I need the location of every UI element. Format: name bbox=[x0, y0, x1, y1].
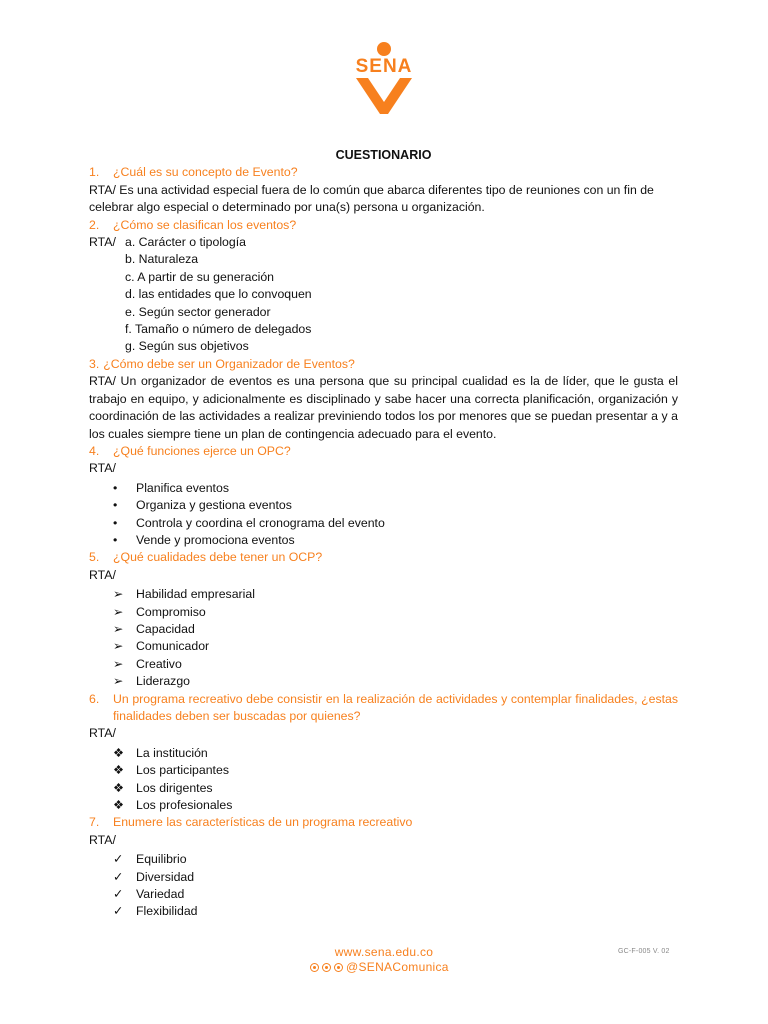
list-item: • Planifica eventos bbox=[89, 480, 678, 497]
list-item: c. A partir de su generación bbox=[125, 269, 275, 284]
document-code: GC-F-005 V. 02 bbox=[618, 948, 670, 955]
footer-url[interactable]: www.sena.edu.co bbox=[334, 945, 434, 959]
list-item: • Organiza y gestiona eventos bbox=[89, 497, 678, 514]
question-text: ¿Cómo se clasifican los eventos? bbox=[113, 217, 297, 232]
question-number: 3. bbox=[89, 356, 100, 371]
arrow-bullet-icon: ➢ bbox=[113, 656, 124, 671]
page-title: CUESTIONARIO bbox=[335, 148, 432, 162]
question-text: Un programa recreativo debe consistir en la realización de actividades y contemplar finalidades, ¿estas finalidades deben ser buscadas por quienes? bbox=[113, 691, 678, 723]
check-bullet-icon: ✓ bbox=[113, 852, 124, 867]
answer-3: RTA/ Un organizador de eventos es una persona que su principal cualidad es la de líder, que le gusta el trabajo en equipo, y adicionalmente es disciplinado y sabe hacer una correcta planificación, organización y coordinación de las actividades a realizar previniendo todos los por menores que se puedan presentar a y a los cuales siempre tiene un plan de contingencia adecuado para el evento. bbox=[89, 374, 678, 441]
footer-social bbox=[310, 960, 449, 974]
rta-label: RTA/ bbox=[89, 726, 116, 741]
answer-7-list bbox=[89, 851, 678, 921]
list-item: ✓ Equilibrio bbox=[89, 851, 678, 868]
list-item: • Controla y coordina el cronograma del evento bbox=[89, 515, 678, 532]
list-item: ➢ Capacidad bbox=[89, 621, 678, 638]
check-bullet-icon: ✓ bbox=[113, 869, 124, 884]
question-text: ¿Qué cualidades debe tener un OCP? bbox=[113, 550, 323, 565]
diamond-bullet-icon: ❖ bbox=[113, 763, 125, 778]
answer-4-list bbox=[89, 480, 678, 550]
check-bullet-icon: ✓ bbox=[113, 904, 124, 919]
answer-1-line-1: RTA/ Es una actividad especial fuera de lo común que abarca diferentes tipo de reuniones con un fin de bbox=[89, 182, 654, 197]
question-1 bbox=[89, 164, 678, 181]
list-item: f. Tamaño o número de delegados bbox=[125, 322, 312, 337]
question-7 bbox=[89, 814, 678, 831]
question-number: 7. bbox=[89, 815, 100, 830]
question-number: 4. bbox=[89, 443, 100, 458]
arrow-bullet-icon: ➢ bbox=[113, 604, 124, 619]
list-item: ➢ Creativo bbox=[89, 656, 678, 673]
arrow-bullet-icon: ➢ bbox=[113, 639, 124, 654]
diamond-bullet-icon: ❖ bbox=[113, 798, 125, 813]
list-item: ❖ La institución bbox=[89, 745, 678, 762]
svg-text:SENA: SENA bbox=[355, 56, 413, 77]
arrow-bullet-icon: ➢ bbox=[113, 621, 124, 636]
list-item: g. Según sus objetivos bbox=[125, 339, 249, 354]
rta-label: RTA/ bbox=[89, 461, 116, 476]
question-number: 1. bbox=[89, 165, 100, 180]
list-item: ➢ Habilidad empresarial bbox=[89, 586, 678, 603]
list-item: ➢ Comunicador bbox=[89, 638, 678, 655]
sena-logo-icon bbox=[347, 42, 421, 114]
list-item: d. las entidades que lo convoquen bbox=[125, 287, 312, 302]
diamond-bullet-icon: ❖ bbox=[113, 745, 125, 760]
answer-6-list bbox=[89, 745, 678, 815]
arrow-bullet-icon: ➢ bbox=[113, 587, 124, 602]
answer-2-first bbox=[89, 234, 678, 251]
list-item: ➢ Liderazgo bbox=[89, 673, 678, 690]
rta-label: RTA/ bbox=[89, 832, 116, 847]
sena-logo bbox=[347, 42, 421, 114]
facebook-icon[interactable] bbox=[322, 963, 331, 972]
bullet-icon: • bbox=[113, 532, 118, 547]
rta-label: RTA/ bbox=[89, 567, 116, 582]
check-bullet-icon: ✓ bbox=[113, 887, 124, 902]
twitter-icon[interactable] bbox=[310, 963, 319, 972]
list-item: b. Naturaleza bbox=[125, 252, 199, 267]
question-2 bbox=[89, 217, 678, 234]
question-text: ¿Qué funciones ejerce un OPC? bbox=[113, 443, 291, 458]
question-number: 2. bbox=[89, 217, 100, 232]
list-item: e. Según sector generador bbox=[125, 304, 271, 319]
question-6 bbox=[89, 691, 678, 726]
list-item: a. Carácter o tipología bbox=[125, 235, 246, 250]
bullet-icon: • bbox=[113, 480, 118, 495]
instagram-icon[interactable] bbox=[334, 963, 343, 972]
diamond-bullet-icon: ❖ bbox=[113, 780, 125, 795]
question-text: Enumere las características de un programa recreativo bbox=[113, 815, 413, 830]
list-item: ❖ Los dirigentes bbox=[89, 780, 678, 797]
bullet-icon: • bbox=[113, 498, 118, 513]
list-item: ➢ Compromiso bbox=[89, 604, 678, 621]
social-handle[interactable]: @SENAComunica bbox=[346, 960, 449, 974]
question-number: 6. bbox=[89, 691, 100, 706]
question-5 bbox=[89, 549, 678, 566]
arrow-bullet-icon: ➢ bbox=[113, 674, 124, 689]
answer-5-list bbox=[89, 586, 678, 690]
answer-1-line-2: celebrar algo especial o determinado por una(s) persona u organización. bbox=[89, 200, 485, 215]
question-number: 5. bbox=[89, 550, 100, 565]
list-item: ❖ Los participantes bbox=[89, 762, 678, 779]
question-text: ¿Cómo debe ser un Organizador de Eventos? bbox=[103, 356, 355, 371]
list-item: ❖ Los profesionales bbox=[89, 797, 678, 814]
list-item: ✓ Diversidad bbox=[89, 869, 678, 886]
question-text: ¿Cuál es su concepto de Evento? bbox=[113, 165, 298, 180]
list-item: ✓ Variedad bbox=[89, 886, 678, 903]
question-3 bbox=[89, 356, 678, 373]
question-4 bbox=[89, 443, 678, 460]
bullet-icon: • bbox=[113, 515, 118, 530]
list-item: ✓ Flexibilidad bbox=[89, 903, 678, 920]
rta-label: RTA/ bbox=[89, 235, 116, 250]
list-item: • Vende y promociona eventos bbox=[89, 532, 678, 549]
questionnaire bbox=[89, 147, 678, 921]
